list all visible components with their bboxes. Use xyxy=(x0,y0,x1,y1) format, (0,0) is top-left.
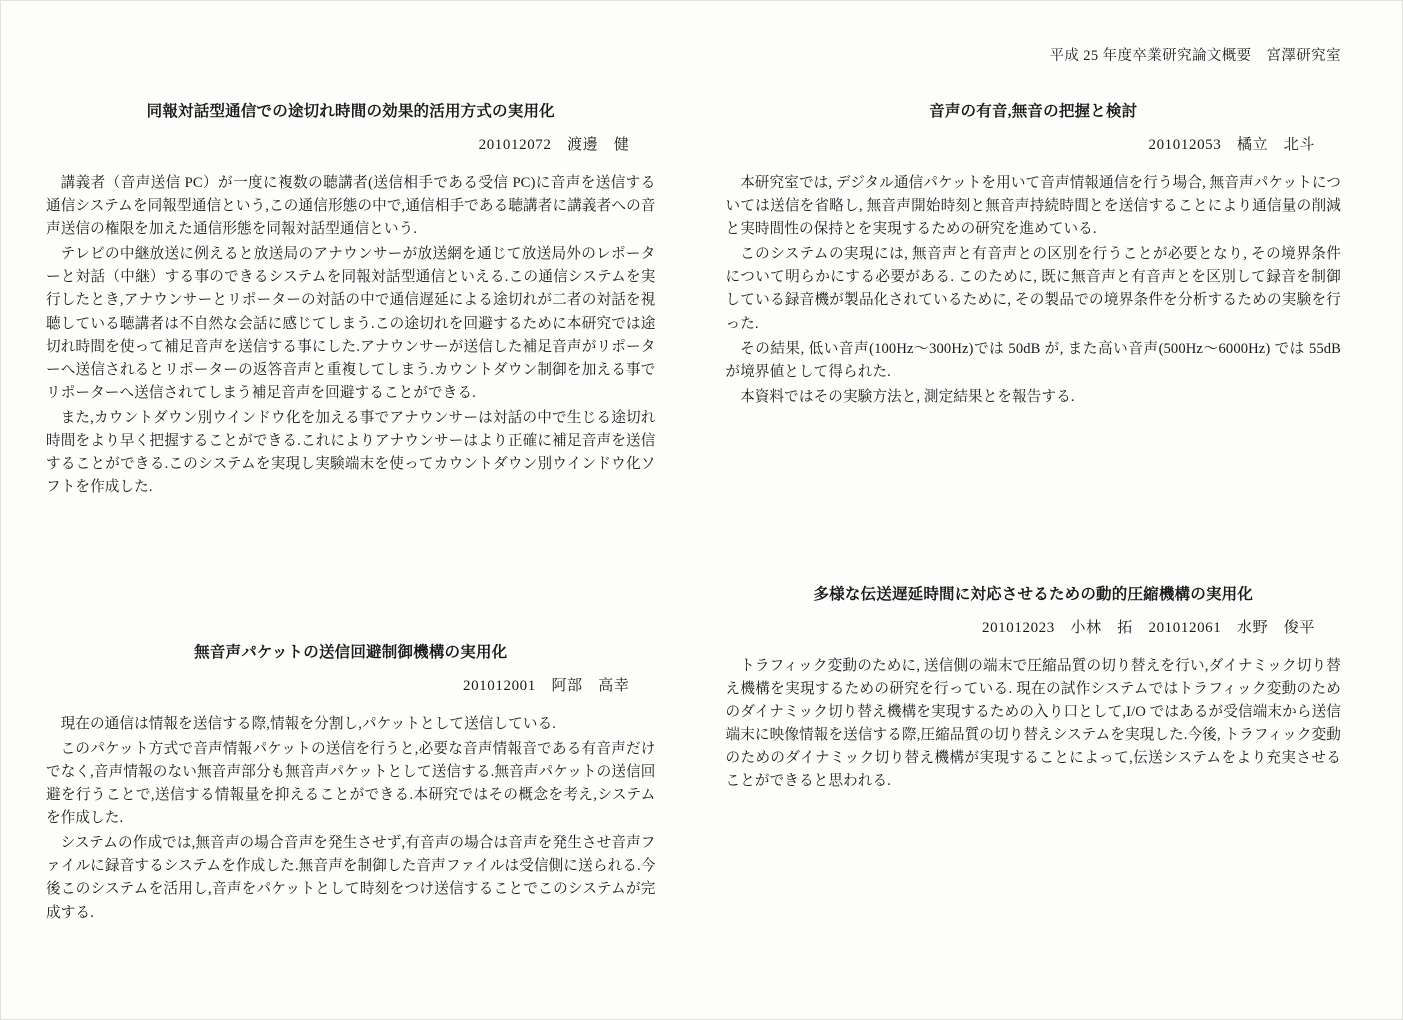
article-title: 多様な伝送遅延時間に対応させるための動的圧縮機構の実用化 xyxy=(813,585,1254,603)
article-tachibanadate xyxy=(726,100,1342,409)
paragraph: トラフィック変動のために, 送信側の端末で圧縮品質の切り替えを行い,ダイナミック切り替え機構を実現するための研究を行っている. 現在の試作システムではトラフィック変動のためのダイナミック切り替え機構を実現するための入り口として,I/O ではあるが受信端末から送信端末に映像情報を送信する際,圧縮品質の切り替えシステムを実現した.今後, トラフィック変動のためのダイナミック切り替え機構が実現することによって,伝送システムをより充実させることができると思われる. xyxy=(725,657,1341,790)
paragraph: また,カウントダウン別ウインドウ化を加える事でアナウンサーは対話の中で生じる途切れ時間をより早く把握することができる.これによりアナウンサーはより正確に補足音声を送信することができる.このシステムを実現し実験端末を使ってカウントダウン別ウインドウ化ソフトを作成した. xyxy=(46,409,656,495)
paragraph: 講義者（音声送信 PC）が一度に複数の聴講者(送信相手である受信 PC)に音声を送信する通信システムを同報型通信という,この通信形態の中で,通信相手である聴講者に講義者への音声送信の権限を加えた通信形態を同報対話型通信という. xyxy=(46,175,656,238)
paragraph: その結果, 低い音声(100Hz〜300Hz)では 50dB が, また高い音声(500Hz〜6000Hz) では 55dB が境界値として得られた. xyxy=(725,340,1341,380)
article-authors: 201012072 渡邊 健 xyxy=(478,137,630,154)
paragraph: システムの作成では,無音声の場合音声を発生させず,有音声の場合は音声を発生させ音声ファイルに録音するシステムを作成した.無音声を制御した音声ファイルは受信側に送られる.今後このシステムを活用し,音声をパケットとして時刻をつけ送信することでこのシステムが完成する. xyxy=(46,835,656,921)
paragraph: 現在の通信は情報を送信する際,情報を分割し,パケットとして送信している. xyxy=(60,716,557,733)
paragraph: このシステムの実現には, 無音声と有音声との区別を行うことが必要となり, その境界条件について明らかにする必要がある. このために, 既に無音声と有音声とを区別して録音を制御している録音機が製品化されているために, その製品での境界条件を分析するための実験を行った. xyxy=(725,246,1341,332)
article-body xyxy=(46,713,656,924)
article-body xyxy=(726,172,1342,408)
paragraph: このパケット方式で音声情報パケットの送信を行うと,必要な音声情報音である有音声だけでなく,音声情報のない無音声部分も無音声パケットとして送信する.無音声パケットの送信回避を行うことで,送信する情報量を抑えることができる.本研究ではその概念を考え,システムを作成した. xyxy=(46,741,656,827)
article-body xyxy=(46,172,656,499)
article-authors: 201012001 阿部 高幸 xyxy=(462,678,630,695)
column-spacer xyxy=(726,465,1342,583)
article-kobayashi-mizuno xyxy=(726,583,1342,794)
article-abe xyxy=(46,641,656,925)
article-authors: 201012023 小林 拓 201012061 水野 俊平 xyxy=(981,619,1315,636)
article-authors: 201012053 橘立 北斗 xyxy=(1148,137,1315,154)
page-header: 平成 25 年度卒業研究論文概要 宮澤研究室 xyxy=(1049,48,1341,64)
paragraph: テレビの中継放送に例えると放送局のアナウンサーが放送網を通じて放送局外のレポーターと対話（中継）する事のできるシステムを同報対話型通信といえる.この通信システムを実行したとき,アナウンサーとリポーターの対話の中で通信遅延による途切れが二者の対話を視聴している聴講者は不自然な会話に感じてしまう.この途切れを回避するために本研究では途切れ時間を使って補足音声を送信する事にした.アナウンサーが送信した補足音声がリポーターへ送信されるとリポーターの返答音声と重複してしまう.カウントダウン制御を加える事でリポーターへ送信されてしまう補足音声を回避することができる. xyxy=(46,246,656,401)
paragraph: 本資料ではその実験方法と, 測定結果とを報告する. xyxy=(740,388,1075,405)
article-title: 音声の有音,無音の把握と検討 xyxy=(929,103,1138,120)
article-watanabe xyxy=(46,100,656,499)
article-title: 無音声パケットの送信回避制御機構の実用化 xyxy=(194,643,508,661)
two-column-layout xyxy=(0,100,1403,981)
column-spacer xyxy=(46,555,656,641)
article-title: 同報対話型通信での途切れ時間の効果的活用方式の実用化 xyxy=(146,103,555,120)
right-column xyxy=(702,100,1403,981)
paragraph: 本研究室では, デジタル通信パケットを用いて音声情報通信を行う場合, 無音声パケットについては送信を省略し, 無音声開始時刻と無音声持続時間とを送信することにより通信量の削減と実時間性の保持とを実現するための研究を進めている. xyxy=(725,175,1341,238)
article-body xyxy=(726,655,1342,793)
left-column xyxy=(0,100,702,981)
